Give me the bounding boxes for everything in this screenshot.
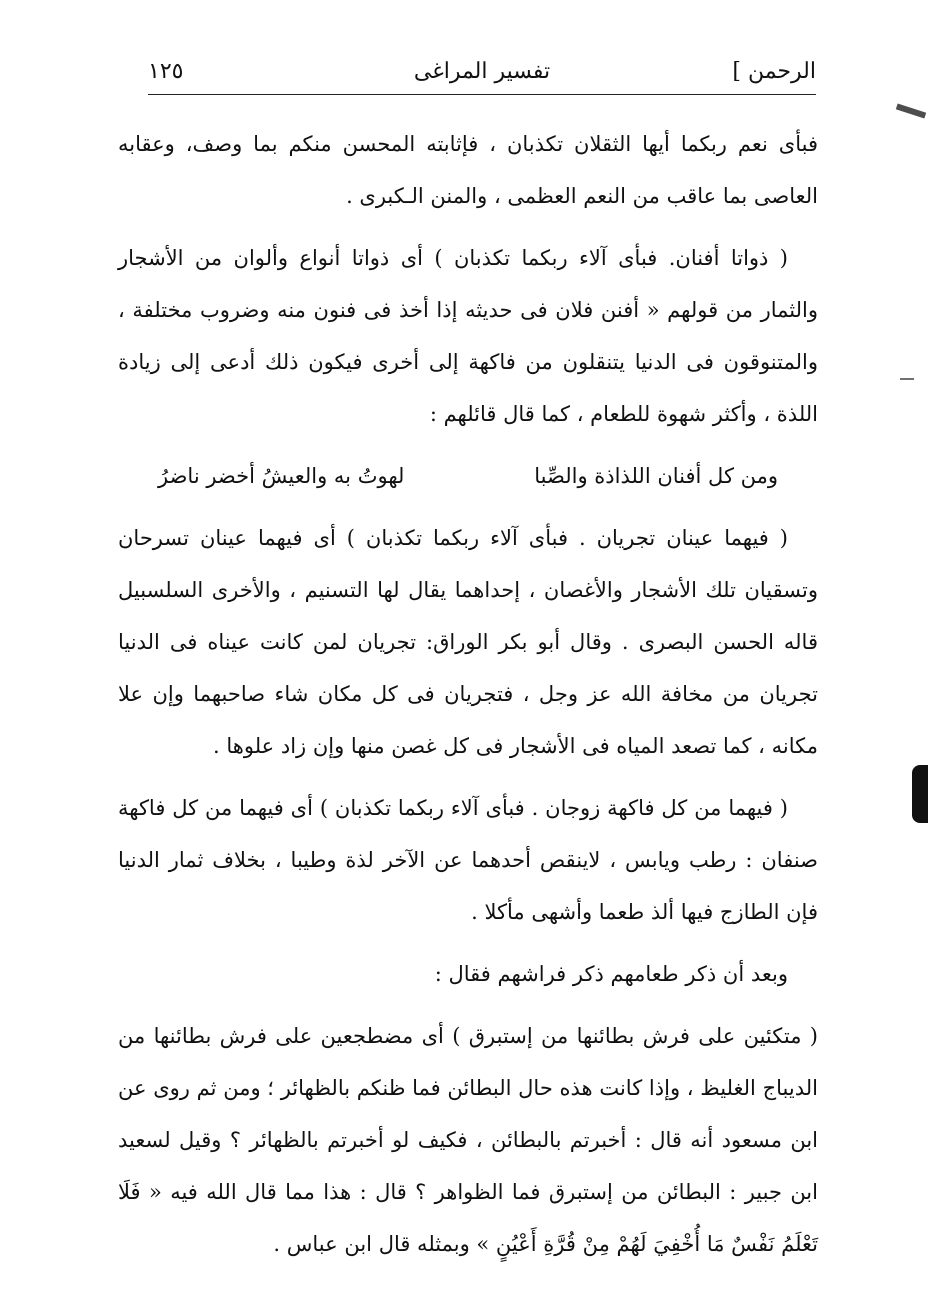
scan-edge-mark-middle <box>912 765 928 823</box>
page-header <box>148 52 816 92</box>
paragraph-5: وبعد أن ذكر طعامهم ذكر فراشهم فقال : <box>434 962 788 986</box>
book-title: تفسير المراغى <box>413 59 551 84</box>
scan-edge-tick <box>900 378 914 380</box>
verse-second-hemistich: لهوتُ به والعيشُ أخضر ناضرُ <box>158 464 405 488</box>
section-label: الرحمن ] <box>732 59 816 84</box>
paragraph-3: ( فيهما عينان تجريان . فبأى آلاء ربكما تكذبان ) أى فيهما عينان تسرحان وتسقيان تلك الأشجار والأغصان ، إحداهما يقال لها التسنيم ، والأخرى السلسبيل قاله الحسن البصرى . وقال أبو بكر الوراق: تجريان لمن كانت عيناه فى الدنيا تجريان من مخافة الله عز وجل ، فتجريان فى كل مكان شاء صاحبهما وإن علا مكانه ، كما تصعد المياه فى الأشجار فى كل غصن منها وإن زاد علوها . <box>118 526 818 758</box>
page-body <box>118 118 818 1270</box>
poetry-verse <box>118 450 818 502</box>
paragraph-6: ( متكئين على فرش بطائنها من إستبرق ) أى مضطجعين على فرش بطائنها من الديباج الغليظ ، وإذا كانت هذه حال البطائن فما ظنكم بالظهائر ؛ ومن ثم روى عن ابن مسعود أنه قال : أخبرتم بالبطائن ، فكيف لو أخبرتم بالظهائر ؟ وقيل لسعيد ابن جبير : البطائن من إستبرق فما الظواهر ؟ قال : هذا مما قال الله فيه « فَلَا تَعْلَمُ نَفْسٌ مَا أُخْفِيَ لَهُمْ مِنْ قُرَّةِ أَعْيُنٍ » وبمثله قال ابن عباس . <box>118 1024 818 1256</box>
page-number: ١٢٥ <box>148 59 184 84</box>
header-divider <box>148 94 816 95</box>
paragraph-2: ( ذواتا أفنان. فبأى آلاء ربكما تكذبان ) أى ذواتا أنواع وألوان من الأشجار والثمار من قولهم « أفنن فلان فى حديثه إذا أخذ فى فنون منه وضروب مختلفة ، والمتنوقون فى الدنيا يتنقلون من فاكهة إلى أخرى فيكون ذلك أدعى إلى زيادة اللذة ، وأكثر شهوة للطعام ، كما قال قائلهم : <box>118 246 818 426</box>
verse-first-hemistich: ومن كل أفنان اللذاذة والصِّبا <box>534 464 778 488</box>
scan-edge-mark-top <box>896 104 926 119</box>
paragraph-1: فبأى نعم ربكما أيها الثقلان تكذبان ، فإثابته المحسن منكم بما وصف، وعقابه العاصى بما عاقب من النعم العظمى ، والمنن الـكبرى . <box>118 132 818 208</box>
paragraph-4: ( فيهما من كل فاكهة زوجان . فبأى آلاء ربكما تكذبان ) أى فيهما من كل فاكهة صنفان : رطب ويابس ، لاينقص أحدهما عن الآخر لذة وطيبا ، بخلاف ثمار الدنيا فإن الطازج فيها ألذ طعما وأشهى مأكلا . <box>118 796 818 924</box>
